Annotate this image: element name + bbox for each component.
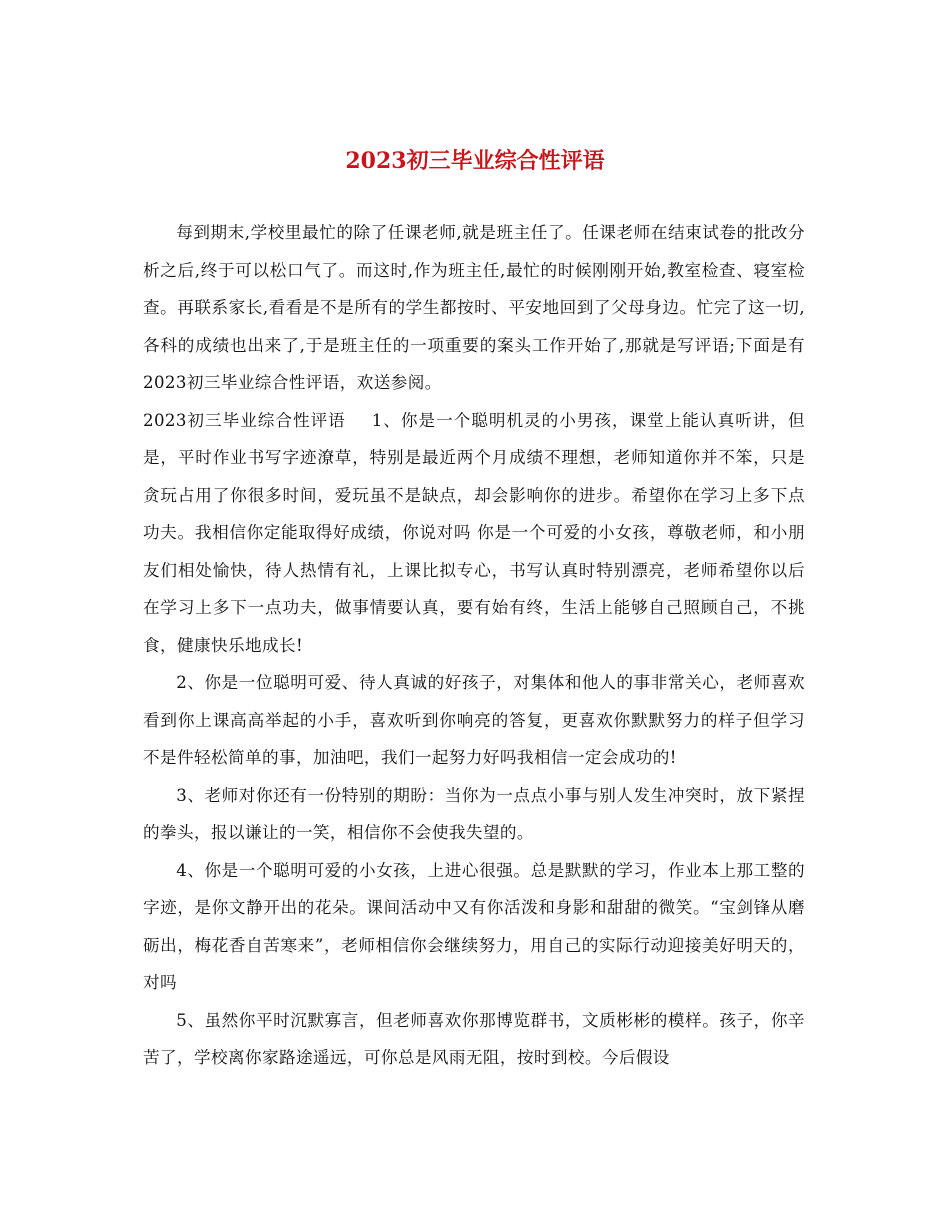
item-2-paragraph: 2、你是一位聪明可爱、待人真诚的好孩子，对集体和他人的事非常关心，老师喜欢看到你上课高高举起的小手，喜欢听到你响亮的答复，更喜欢你默默努力的样子但学习不是件轻松简单的事，加油吧，我们一起努力好吗我相信一定会成功的! bbox=[143, 673, 805, 767]
document-title: 2023初三毕业综合性评语 bbox=[345, 148, 605, 174]
intro-paragraph: 每到期末,学校里最忙的除了任课老师,就是班主任了。任课老师在结束试卷的批改分析之后,终于可以松口气了。而这时,作为班主任,最忙的时候刚刚开始,教室检查、寝室检查。再联系家长,看看是不是所有的学生都按时、平安地回到了父母身边。忙完了这一切,各科的成绩也出来了,于是班主任的一项重要的案头工作开始了,那就是写评语;下面是有2023初三毕业综合性评语，欢送参阅。 bbox=[143, 223, 805, 392]
item-4-paragraph: 4、你是一个聪明可爱的小女孩，上进心很强。总是默默的学习，作业本上那工整的字迹，是你文静开出的花朵。课间活动中又有你活泼和身影和甜甜的微笑。“宝剑锋从磨砺出，梅花香自苦寒来”，老师相信你会继续努力，用自己的实际行动迎接美好明天的，对吗 bbox=[143, 860, 805, 992]
document-body bbox=[143, 214, 805, 1077]
item-1-text: 1、你是一个聪明机灵的小男孩，课堂上能认真听讲，但是，平时作业书写字迹潦草，特别是最近两个月成绩不理想，老师知道你并不笨，只是贪玩占用了你很多时间，爱玩虽不是缺点，却会影响你的进步。希望你在学习上多下点功夫。我相信你定能取得好成绩，你说对吗 你是一个可爱的小女孩，尊敬老师，和小朋友们相处愉快，待人热情有礼，上课比拟专心，书写认真时特别漂亮，老师希望你以后在学习上多下一点功夫，做事情要认真，要有始有终，生活上能够自己照顾自己，不挑食，健康快乐地成长! bbox=[143, 410, 805, 655]
item-3-paragraph: 3、老师对你还有一份特别的期盼：当你为一点点小事与别人发生冲突时，放下紧捏的拳头，报以谦让的一笑，相信你不会使我失望的。 bbox=[143, 785, 805, 842]
subheading: 2023初三毕业综合性评语 bbox=[143, 410, 346, 430]
item-5-paragraph: 5、虽然你平时沉默寡言，但老师喜欢你那博览群书，文质彬彬的模样。孩子，你辛苦了，学校离你家路途遥远，可你总是风雨无阻，按时到校。今后假设 bbox=[143, 1010, 805, 1067]
item-1-paragraph bbox=[143, 402, 805, 665]
